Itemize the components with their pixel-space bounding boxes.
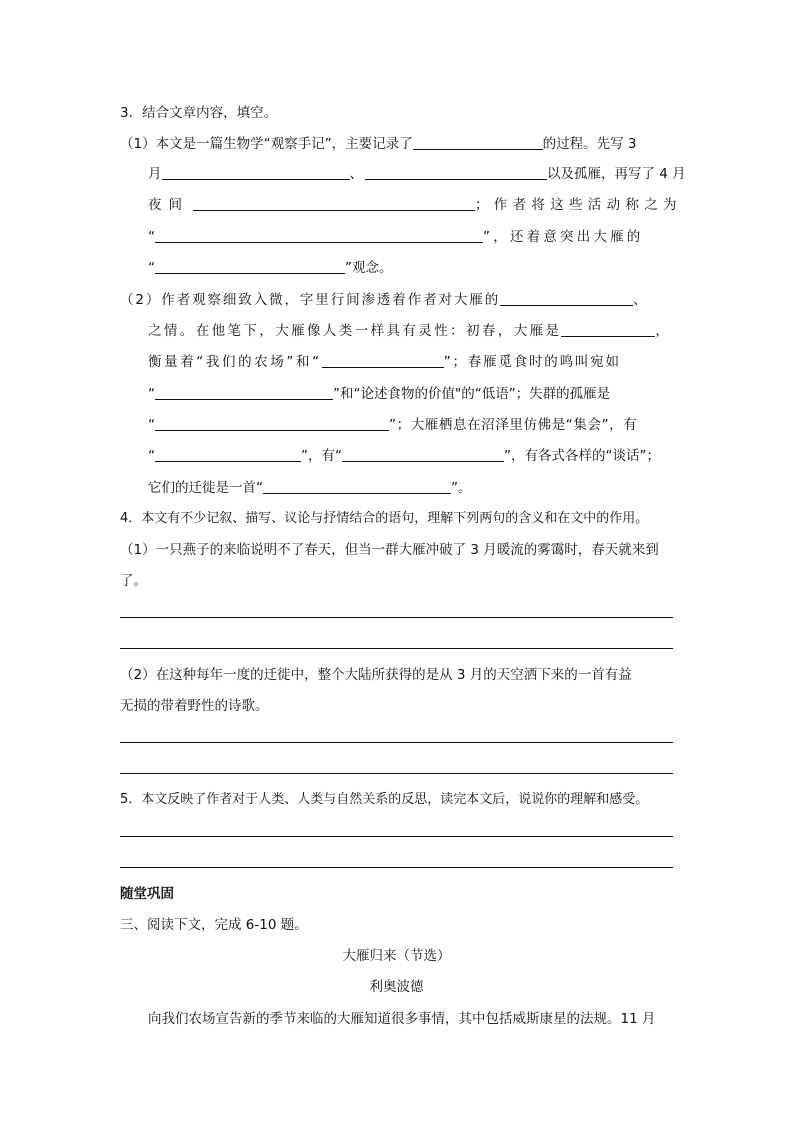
q3-part2-line3 bbox=[148, 353, 621, 371]
q4-sentence2-line1: （2）在这种每年一度的迁徙中，整个大陆所获得的是从 3 月的天空洒下来的一首有益 bbox=[120, 667, 632, 683]
answer-blank[interactable] bbox=[263, 479, 451, 494]
answer-line[interactable] bbox=[120, 867, 673, 868]
answer-blank[interactable] bbox=[413, 135, 543, 150]
q3-p2-text: ”和“论述食物的价值"的“低语”；失群的孤雁是 bbox=[333, 386, 611, 402]
q3-p1-text: 、 bbox=[349, 166, 363, 182]
q3-p1-text: 的过程。先写 3 bbox=[542, 136, 637, 152]
q3-p2-text: “ bbox=[148, 448, 155, 464]
q3-p2-text: ， bbox=[655, 323, 669, 339]
q3-part1-line2 bbox=[148, 165, 686, 183]
q3-p1-text: 月 bbox=[148, 166, 162, 182]
q3-part2-line2 bbox=[148, 322, 669, 340]
q3-p2-text: ”；大雁栖息在沼泽里仿佛是“集会”，有 bbox=[389, 417, 638, 433]
q3-p1-text: “ bbox=[148, 229, 155, 245]
answer-blank[interactable] bbox=[500, 291, 633, 306]
q3-p2-text: 、 bbox=[633, 292, 647, 308]
q3-p1-text: 夜间 bbox=[148, 197, 189, 213]
q4-sentence1-line1: （1）一只燕子的来临说明不了春天，但当一群大雁冲破了 3 月暖流的雾霭时，春天就来到 bbox=[120, 542, 659, 558]
passage-title: 大雁归来（节选） bbox=[342, 948, 451, 964]
q3-p2-text: （2）作者观察细致入微，字里行间渗透着作者对大雁的 bbox=[120, 292, 501, 308]
q3-part2-line1 bbox=[120, 291, 647, 309]
q3-p1-text: ”观念。 bbox=[345, 260, 393, 276]
passage-author: 利奥波德 bbox=[369, 979, 424, 995]
q3-part1-line5 bbox=[148, 259, 393, 277]
answer-blank[interactable] bbox=[193, 196, 475, 211]
q3-p2-text: “ bbox=[148, 386, 155, 402]
q3-p2-text: 衡量着“我们的农场”和“ bbox=[148, 354, 322, 370]
q3-part1-line1 bbox=[120, 135, 636, 153]
q3-p2-text: “ bbox=[148, 417, 155, 433]
answer-blank[interactable] bbox=[155, 385, 333, 400]
answer-blank[interactable] bbox=[561, 322, 655, 337]
q4-sentence2-line2: 无损的带着野性的诗歌。 bbox=[120, 698, 269, 714]
answer-blank[interactable] bbox=[155, 228, 483, 243]
q3-p1-text: ”，还着意突出大雁的 bbox=[483, 229, 644, 245]
answer-line[interactable] bbox=[120, 836, 673, 837]
answer-line[interactable] bbox=[120, 742, 673, 743]
answer-blank[interactable] bbox=[322, 353, 444, 368]
q3-p2-text: 之情。在他笔下，大雁像人类一样具有灵性：初春，大雁是 bbox=[148, 323, 562, 339]
q3-part1-line4 bbox=[148, 228, 644, 246]
reading-instruction: 三、阅读下文，完成 6-10 题。 bbox=[120, 917, 308, 933]
answer-blank[interactable] bbox=[155, 259, 345, 274]
section-heading: 随堂巩固 bbox=[120, 886, 174, 902]
q3-p1-text: （1）本文是一篇生物学“观察手记”，主要记录了 bbox=[120, 136, 413, 152]
answer-line[interactable] bbox=[120, 617, 673, 618]
answer-blank[interactable] bbox=[162, 165, 350, 180]
answer-blank[interactable] bbox=[342, 447, 504, 462]
question-3-title: 3．结合文章内容，填空。 bbox=[120, 105, 278, 121]
q4-sentence1-line2: 了。 bbox=[120, 573, 147, 589]
q3-p2-text: ”。 bbox=[451, 480, 472, 496]
answer-blank[interactable] bbox=[155, 447, 301, 462]
q3-p1-text: “ bbox=[148, 260, 155, 276]
q3-p2-text: ”，有“ bbox=[301, 448, 342, 464]
q3-part2-line4 bbox=[148, 385, 610, 403]
passage-first-line: 向我们农场宣告新的季节来临的大雁知道很多事情，其中包括威斯康星的法规。11 月 bbox=[148, 1011, 656, 1027]
question-4-title: 4．本文有不少记叙、描写、议论与抒情结合的语句，理解下列两句的含义和在文中的作用。 bbox=[120, 511, 649, 526]
answer-line[interactable] bbox=[120, 773, 673, 774]
q3-part2-line5 bbox=[148, 416, 637, 434]
q3-p1-text: ；作者将这些活动称之为 bbox=[475, 197, 682, 213]
q3-part1-line3 bbox=[148, 196, 682, 214]
answer-blank[interactable] bbox=[365, 165, 547, 180]
q3-p2-text: 它们的迁徙是一首“ bbox=[148, 480, 263, 496]
q3-p2-text: ”；春雁觅食时的鸣叫宛如 bbox=[443, 354, 621, 370]
q3-part2-line6 bbox=[148, 447, 660, 465]
answer-line[interactable] bbox=[120, 648, 673, 649]
q3-p2-text: ”，有各式各样的“谈话”； bbox=[504, 448, 660, 464]
q3-p1-text: 以及孤雁，再写了 4 月 bbox=[547, 166, 686, 182]
q3-part2-line7 bbox=[148, 479, 472, 497]
answer-blank[interactable] bbox=[155, 416, 389, 431]
question-5-title: 5．本文反映了作者对于人类、人类与自然关系的反思，读完本文后，说说你的理解和感受。 bbox=[120, 792, 649, 807]
